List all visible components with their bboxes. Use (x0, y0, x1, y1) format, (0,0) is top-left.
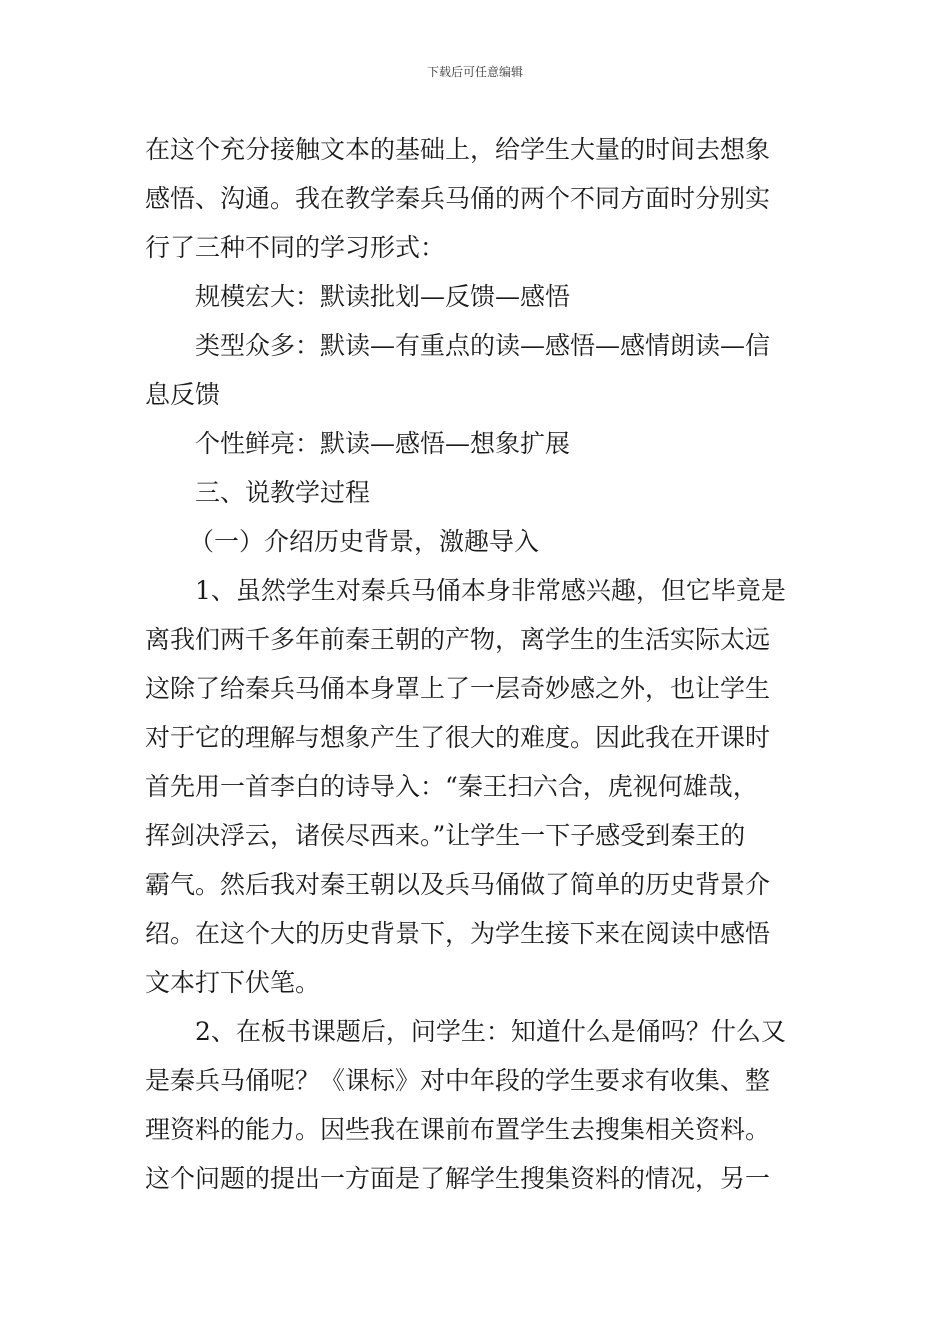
text-line: 三、说教学过程 (195, 478, 371, 507)
text-line: 在这个充分接触文本的基础上，给学生大量的时间去想象 (145, 135, 771, 164)
text-line: 规模宏大：默读批划—反馈—感悟 (195, 282, 571, 311)
text-line: 息反馈 (145, 380, 221, 409)
text-line: 2、在板书课题后，问学生：知道什么是俑吗？什么又 (195, 1017, 786, 1046)
text-line: 是秦兵马俑呢？《课标》对中年段的学生要求有收集、整 (145, 1066, 771, 1095)
text-line: 行了三种不同的学习形式： (145, 233, 446, 262)
text-line: 离我们两千多年前秦王朝的产物，离学生的生活实际太远 (145, 625, 771, 654)
text-line: 文本打下伏笔。 (145, 968, 321, 997)
document-body (145, 125, 807, 1203)
text-line: 感悟、沟通。我在教学秦兵马俑的两个不同方面时分别实 (145, 184, 771, 213)
text-line: 这个问题的提出一方面是了解学生搜集资料的情况，另一 (145, 1164, 771, 1193)
text-line: （一）介绍历史背景，激趣导入 (189, 527, 540, 556)
text-line: 绍。在这个大的历史背景下，为学生接下来在阅读中感悟 (145, 919, 771, 948)
text-line: 对于它的理解与想象产生了很大的难度。因此我在开课时 (145, 723, 771, 752)
text-line: 理资料的能力。因些我在课前布置学生去搜集相关资料。 (145, 1115, 771, 1144)
text-line: 1、虽然学生对秦兵马俑本身非常感兴趣，但它毕竟是 (195, 576, 786, 605)
text-line: 首先用一首李白的诗导入：“秦王扫六合，虎视何雄哉， (145, 772, 758, 801)
text-line: 霸气。然后我对秦王朝以及兵马俑做了简单的历史背景介 (145, 870, 771, 899)
text-line: 个性鲜亮：默读—感悟—想象扩展 (195, 429, 571, 458)
page-header: 下载后可任意编辑 (426, 65, 523, 79)
text-line: 挥剑决浮云，诸侯尽西来。”让学生一下子感受到秦王的 (145, 821, 746, 850)
text-line: 这除了给秦兵马俑本身罩上了一层奇妙感之外，也让学生 (145, 674, 771, 703)
text-line: 类型众多：默读—有重点的读—感悟—感情朗读—信 (195, 331, 771, 360)
